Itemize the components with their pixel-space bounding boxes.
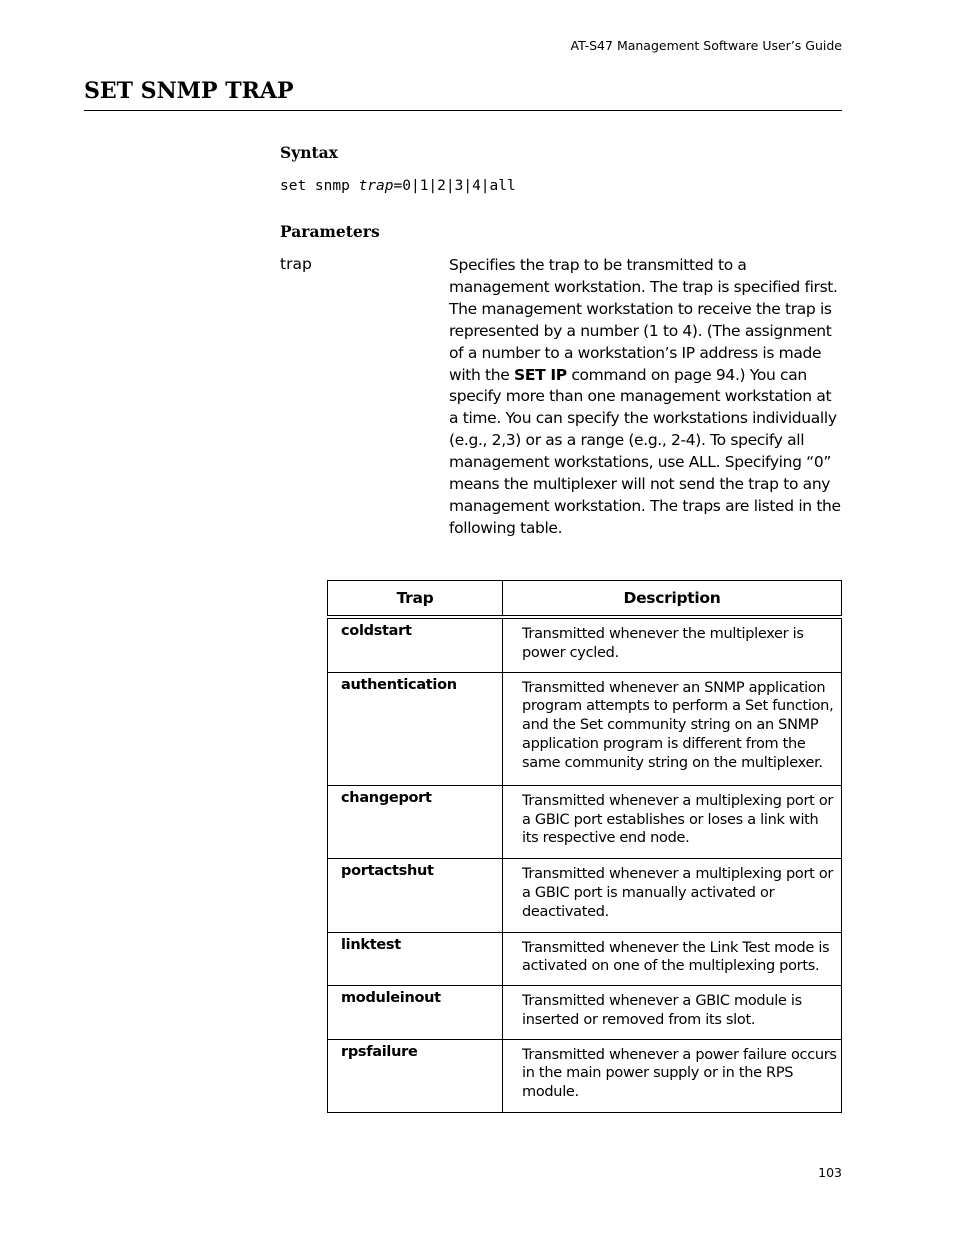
- trap-name: coldstart: [328, 617, 503, 672]
- trap-description: Transmitted whenever a power failure occurs in the main power supply or in the RPS module.: [503, 1039, 842, 1112]
- column-header-description: Description: [503, 581, 842, 618]
- table-header-row: [328, 581, 842, 618]
- table-row: [328, 932, 842, 986]
- trap-table: [327, 580, 842, 1113]
- parameters-heading: Parameters: [280, 222, 380, 241]
- trap-name: rpsfailure: [328, 1039, 503, 1112]
- table-row: [328, 986, 842, 1040]
- syntax-heading: Syntax: [280, 143, 338, 162]
- trap-name: authentication: [328, 672, 503, 785]
- trap-name: portactshut: [328, 859, 503, 932]
- trap-description: Transmitted whenever an SNMP application program attempts to perform a Set function, and the Set community string on an SNMP application program is different from the same community string on the multiplexer.: [503, 672, 842, 785]
- param-description: [449, 255, 844, 540]
- trap-description: Transmitted whenever a multiplexing port or a GBIC port establishes or loses a link with its respective end node.: [503, 785, 842, 858]
- command-suffix: =0|1|2|3|4|all: [393, 178, 516, 194]
- trap-description: Transmitted whenever a GBIC module is inserted or removed from its slot.: [503, 986, 842, 1040]
- table-row: [328, 785, 842, 858]
- page-number: 103: [818, 1165, 842, 1180]
- trap-name: changeport: [328, 785, 503, 858]
- table-row: [328, 1039, 842, 1112]
- table-row: [328, 859, 842, 932]
- syntax-command: [280, 178, 516, 194]
- title-rule: [84, 110, 842, 111]
- trap-description: Transmitted whenever the multiplexer is power cycled.: [503, 617, 842, 672]
- param-name: trap: [280, 255, 312, 273]
- table-row: [328, 672, 842, 785]
- command-prefix: set snmp: [280, 178, 359, 194]
- trap-name: moduleinout: [328, 986, 503, 1040]
- page-title: SET SNMP TRAP: [84, 78, 294, 104]
- command-param: trap: [358, 178, 394, 194]
- param-description-text: Specifies the trap to be transmitted to a management workstation. The trap is specified first. The management workstation to receive the trap is represented by a number (1 to 4). (The assignment of a number to a workstation’s IP address is made with the: [449, 256, 838, 384]
- trap-description: Transmitted whenever a multiplexing port or a GBIC port is manually activated or deactivated.: [503, 859, 842, 932]
- trap-description: Transmitted whenever the Link Test mode is activated on one of the multiplexing ports.: [503, 932, 842, 986]
- param-description-text-cont: command on page 94.) You can specify more than one management workstation at a time. You can specify the workstations individually (e.g., 2,3) or as a range (e.g., 2-4). To specify all management workstations, use ALL. Specifying “0” means the multiplexer will not send the trap to any management workstation. The traps are listed in the following table.: [449, 365, 841, 537]
- running-header: AT-S47 Management Software User’s Guide: [570, 38, 842, 53]
- command-reference: SET IP: [514, 365, 567, 384]
- column-header-trap: Trap: [328, 581, 503, 618]
- table-row: [328, 617, 842, 672]
- trap-name: linktest: [328, 932, 503, 986]
